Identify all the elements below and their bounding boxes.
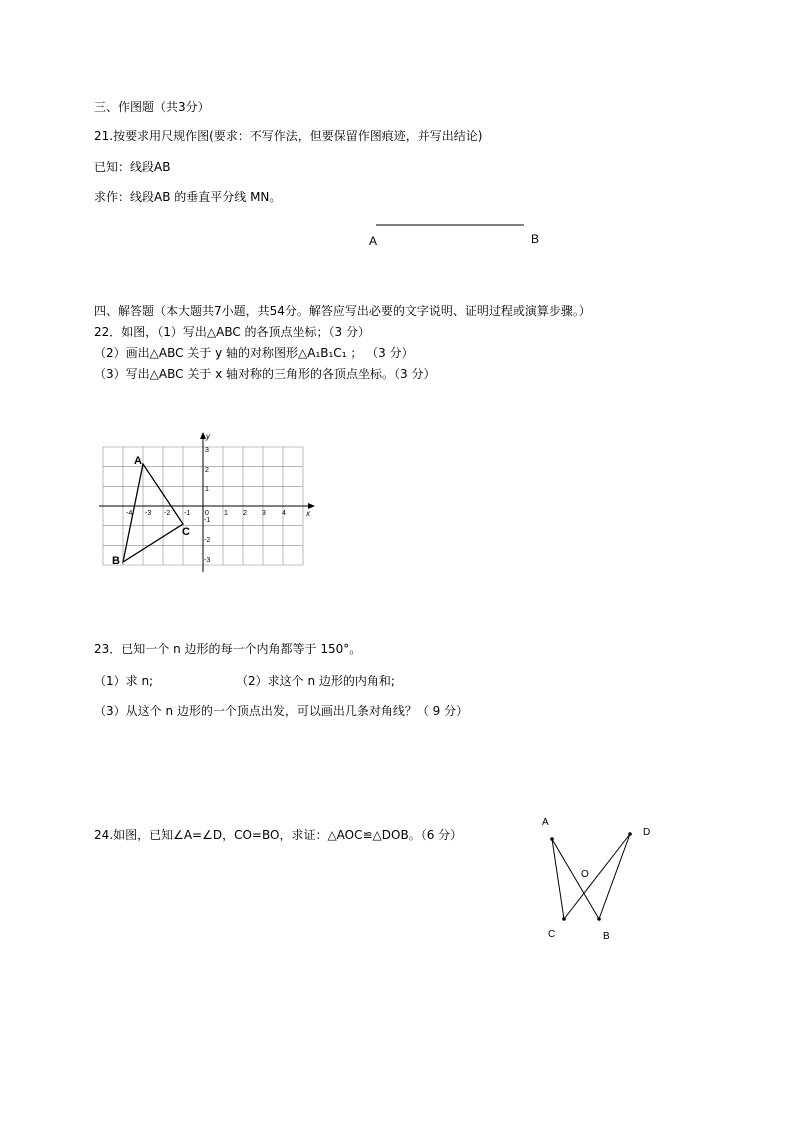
- vertex-c-label: C: [182, 526, 190, 538]
- section3-heading: 三、作图题（共3分）: [94, 100, 210, 114]
- label-d: D: [643, 827, 651, 838]
- label-b: B: [603, 931, 610, 942]
- x-tick: -3: [145, 510, 152, 517]
- x-tick: -1: [184, 510, 191, 517]
- y-tick: -3: [204, 557, 211, 564]
- q23-part1: （1）求 n;: [94, 674, 154, 688]
- q24-prompt: 24.如图，已知∠A=∠D，CO=BO，求证：△AOC≌△DOB。（6 分）: [94, 828, 463, 842]
- y-tick: 1: [205, 486, 209, 493]
- x-tick: 2: [243, 510, 247, 517]
- q23-part3: （3）从这个 n 边形的一个顶点出发，可以画出几条对角线？（ 9 分）: [94, 704, 469, 718]
- section4-heading: 四、解答题（本大题共7小题，共54分。解答应写出必要的文字说明、证明过程或演算步骤。）: [94, 304, 591, 318]
- point-a: [550, 837, 554, 841]
- q21-prompt: 21.按要求用尺规作图(要求：不写作法，但要保留作图痕迹，并写出结论): [94, 129, 483, 143]
- q21-task: 求作：线段AB 的垂直平分线 MN。: [94, 190, 282, 204]
- segment-db: [599, 834, 630, 919]
- q22-line2: （2）画出△ABC 关于 y 轴的对称图形△A₁B₁C₁ ； （3 分）: [94, 346, 414, 360]
- q23-line1: 23．已知一个 n 边形的每一个内角都等于 150°。: [94, 642, 362, 656]
- y-tick: -1: [204, 517, 211, 524]
- y-tick: 3: [205, 447, 209, 454]
- segment-ab: [552, 839, 599, 919]
- q21-label-b: B: [531, 232, 540, 246]
- x-tick: 3: [262, 510, 266, 517]
- q24-figure: [530, 810, 670, 950]
- x-tick: -4: [126, 510, 133, 517]
- x-tick: -2: [164, 510, 171, 517]
- label-c: C: [548, 929, 556, 940]
- segment-ab-figure: [370, 220, 550, 250]
- point-c: [562, 917, 566, 921]
- point-d: [628, 832, 632, 836]
- label-a: A: [542, 817, 549, 828]
- q21-label-a: A: [369, 234, 378, 248]
- point-b: [597, 917, 601, 921]
- y-axis-label: y: [206, 432, 210, 441]
- q22-line1: 22．如图，（1）写出△ABC 的各顶点坐标；（3 分）: [94, 325, 371, 339]
- q22-line3: （3）写出△ABC 关于 x 轴对称的三角形的各顶点坐标。（3 分）: [94, 367, 436, 381]
- coordinate-graph: [95, 430, 325, 575]
- x-tick: 1: [224, 510, 228, 517]
- x-axis-label: x: [306, 509, 310, 518]
- origin-label: 0: [205, 510, 209, 517]
- q23-part2: （2）求这个 n 边形的内角和;: [236, 674, 395, 688]
- y-tick: -2: [204, 537, 211, 544]
- q21-given: 已知：线段AB: [94, 160, 171, 174]
- x-tick: 4: [282, 510, 286, 517]
- label-o: O: [581, 869, 589, 880]
- segment-ac: [552, 839, 564, 919]
- y-tick: 2: [205, 467, 209, 474]
- vertex-a-label: A: [134, 455, 142, 467]
- vertex-b-label: B: [112, 555, 120, 567]
